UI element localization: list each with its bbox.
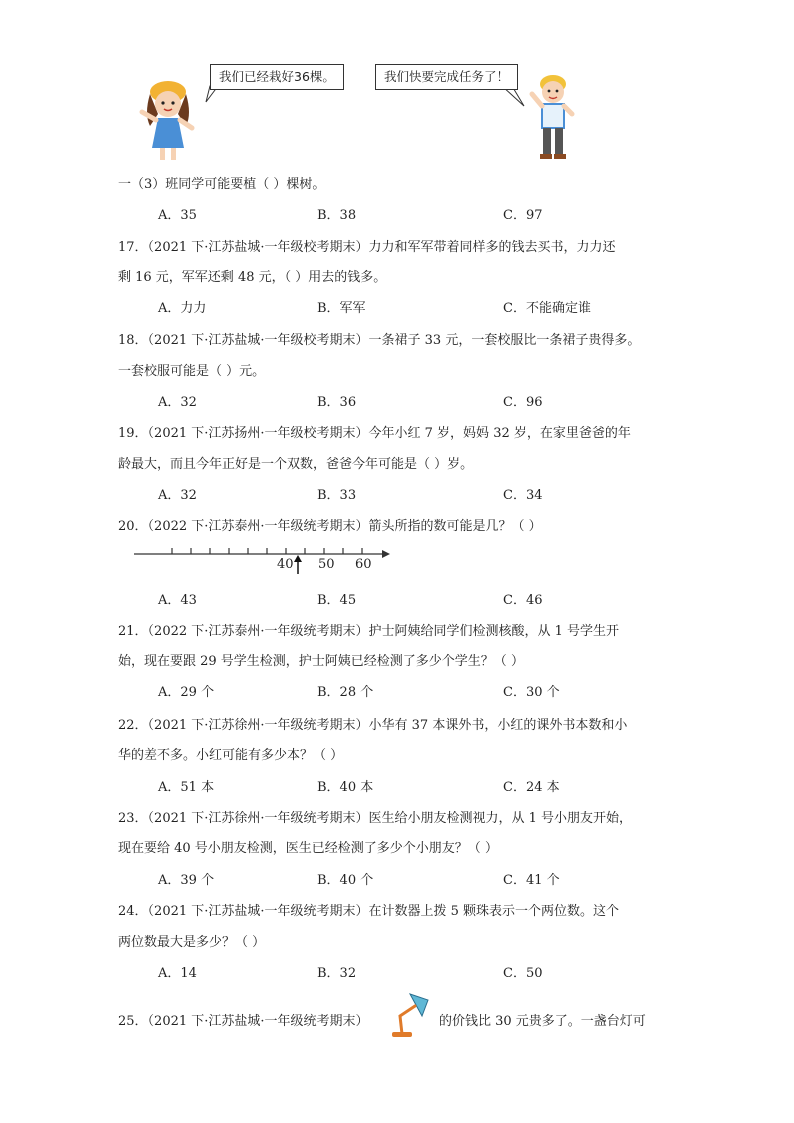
- girl-speech-bubble: 我们已经栽好36棵。: [210, 64, 344, 90]
- number-line-label-40: 40: [277, 557, 294, 572]
- q18-option-a[interactable]: A．32: [158, 395, 197, 410]
- desk-lamp-icon: [388, 994, 438, 1040]
- intro-option-b[interactable]: B．38: [317, 208, 357, 223]
- q19-option-a[interactable]: A．32: [158, 488, 197, 503]
- q22-option-c[interactable]: C．24 本: [503, 780, 560, 795]
- q20-line-1: 20．（2022 下·江苏泰州·一年级统考期末）箭头所指的数可能是几？（ ）: [118, 519, 542, 534]
- number-line: [134, 540, 394, 576]
- number-line-label-50: 50: [318, 557, 335, 572]
- q21-line-2: 始，现在要跟 29 号学生检测，护士阿姨已经检测了多少个学生？（ ）: [118, 654, 524, 669]
- q18-line-1: 18．（2021 下·江苏盐城·一年级校考期末）一条裙子 33 元，一套校服比一条裙子贵得多。: [118, 333, 641, 348]
- q19-line-1: 19．（2021 下·江苏扬州·一年级校考期末）今年小红 7 岁，妈妈 32 岁，在家里爸爸的年: [118, 426, 631, 441]
- number-line-label-60: 60: [355, 557, 372, 572]
- q19-option-c[interactable]: C．34: [503, 488, 543, 503]
- q18-option-c[interactable]: C．96: [503, 395, 543, 410]
- q21-option-c[interactable]: C．30 个: [503, 685, 560, 700]
- q22-line-2: 华的差不多。小红可能有多少本？（ ）: [118, 748, 344, 763]
- q24-line-2: 两位数最大是多少？（ ）: [118, 935, 266, 950]
- q20-option-a[interactable]: A．43: [158, 593, 197, 608]
- q17-option-a[interactable]: A．力力: [158, 301, 207, 316]
- q22-option-b[interactable]: B．40 本: [317, 780, 374, 795]
- boy-speech-bubble: 我们快要完成任务了！: [375, 64, 518, 90]
- q24-option-b[interactable]: B．32: [317, 966, 357, 981]
- q17-option-b[interactable]: B．军军: [317, 301, 366, 316]
- q21-option-a[interactable]: A．29 个: [158, 685, 215, 700]
- q20-option-c[interactable]: C．46: [503, 593, 543, 608]
- number-line-arrowhead: [382, 550, 390, 558]
- number-line-ticks: [172, 548, 362, 554]
- q25-suffix: 的价钱比 30 元贵多了。一盏台灯可: [439, 1014, 646, 1029]
- intro-option-c[interactable]: C．97: [503, 208, 543, 223]
- q21-line-1: 21．（2022 下·江苏泰州·一年级统考期末）护士阿姨给同学们检测核酸，从 1 号学生开: [118, 624, 620, 639]
- q22-option-a[interactable]: A．51 本: [158, 780, 215, 795]
- q22-line-1: 22．（2021 下·江苏徐州·一年级统考期末）小华有 37 本课外书，小红的课外书本数和小: [118, 718, 628, 733]
- q21-option-b[interactable]: B．28 个: [317, 685, 374, 700]
- q17-line-1: 17．（2021 下·江苏盐城·一年级校考期末）力力和军军带着同样多的钱去买书，力力还: [118, 240, 616, 255]
- q24-option-c[interactable]: C．50: [503, 966, 543, 981]
- q19-option-b[interactable]: B．33: [317, 488, 357, 503]
- number-line-pointer-arrowhead: [294, 555, 302, 562]
- q24-line-1: 24．（2021 下·江苏盐城·一年级统考期末）在计数器上拨 5 颗珠表示一个两位数。这个: [118, 904, 620, 919]
- q20-option-b[interactable]: B．45: [317, 593, 357, 608]
- boy-illustration: [528, 72, 578, 164]
- intro-option-a[interactable]: A．35: [158, 208, 197, 223]
- q17-line-2: 剩 16 元，军军还剩 48 元，（ ）用去的钱多。: [118, 270, 387, 285]
- q23-option-c[interactable]: C．41 个: [503, 873, 560, 888]
- girl-illustration: [136, 74, 196, 164]
- q18-line-2: 一套校服可能是（ ）元。: [118, 364, 266, 379]
- q18-option-b[interactable]: B．36: [317, 395, 357, 410]
- q17-option-c[interactable]: C．不能确定谁: [503, 301, 591, 316]
- q23-line-2: 现在要给 40 号小朋友检测，医生已经检测了多少个小朋友？（ ）: [118, 841, 498, 856]
- intro-question: 一（3）班同学可能要植（ ）棵树。: [118, 177, 326, 192]
- q24-option-a[interactable]: A．14: [158, 966, 197, 981]
- q25-prefix: 25．（2021 下·江苏盐城·一年级统考期末）: [118, 1014, 369, 1029]
- q19-line-2: 龄最大，而且今年正好是一个双数，爸爸今年可能是（ ）岁。: [118, 457, 474, 472]
- q23-line-1: 23．（2021 下·江苏徐州·一年级统考期末）医生给小朋友检测视力，从 1 号小朋友开始，: [118, 811, 633, 826]
- q23-option-a[interactable]: A．39 个: [158, 873, 215, 888]
- q23-option-b[interactable]: B．40 个: [317, 873, 374, 888]
